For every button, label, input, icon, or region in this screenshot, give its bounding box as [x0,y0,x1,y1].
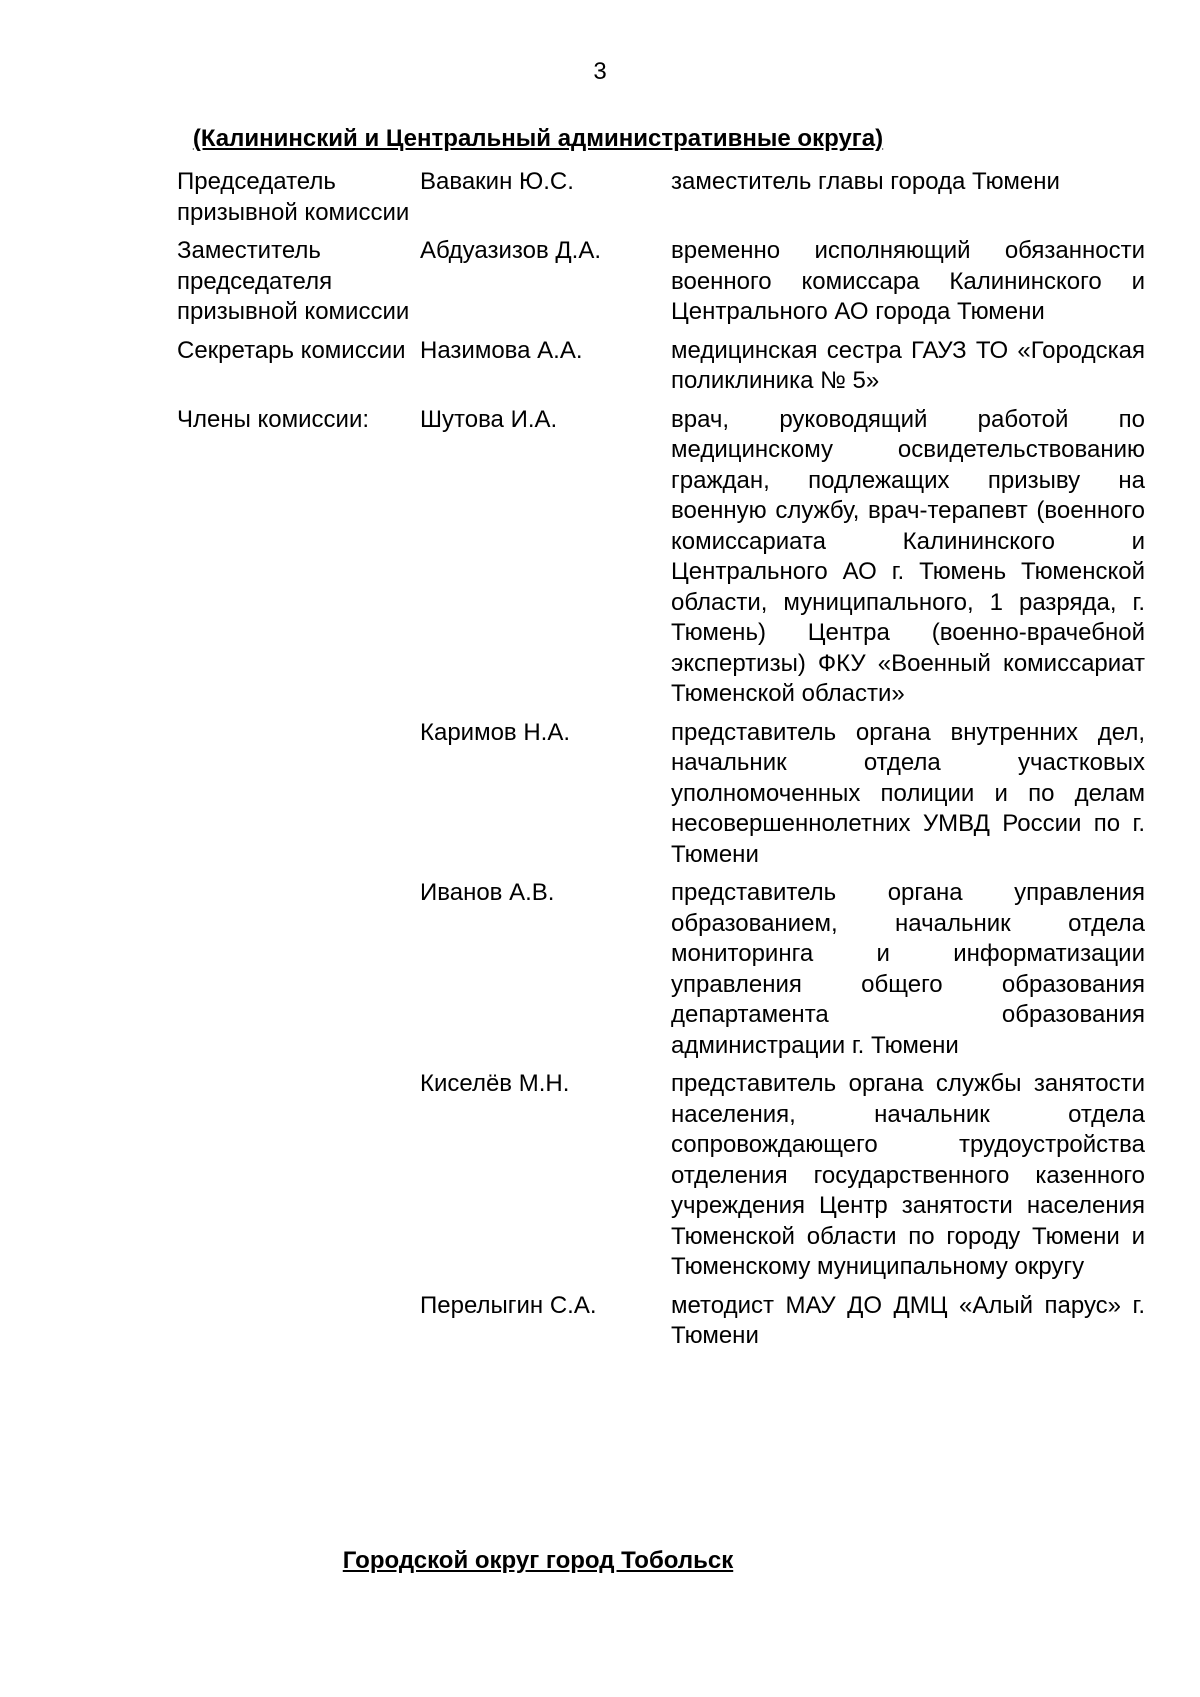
person-name: Назимова А.А. [420,336,583,364]
person-name: Иванов А.В. [420,879,555,906]
role-label [177,1291,420,1352]
position-description: временно исполняющий обязанности военного комиссара Калининского и Центрального АО города Тюмени [671,237,1145,325]
role-label: Члены комиссии: [177,405,370,433]
person-name: Шутова И.А. [420,405,558,433]
position-description: медицинская сестра ГАУЗ ТО «Городская поликлиника № 5» [671,336,1145,394]
position-description: представитель органа внутренних дел, начальник отдела участковых уполномоченных полиции и по делам несовершеннолетних УМВД России по г. Тюмени [671,718,1145,868]
roster-row-member [177,718,1145,871]
roster-row-member [177,1069,1145,1283]
position-description: представитель органа службы занятости населения, начальник отдела сопровождающего трудоустройства отделения государственного казенного учреждения Центр занятости населения Тюменской области по городу Тюмени и Тюменскому муниципальному округу [671,1070,1145,1280]
page-number: 3 [593,58,607,85]
role-label: Председатель призывной комиссии [177,168,410,226]
commission-roster [177,167,1145,1360]
role-label [177,718,420,871]
position-description: врач, руководящий работой по медицинскому освидетельствованию граждан, подлежащих призыву на военную службу, врач-терапевт (военного комиссариата Калининского и Центрального АО г. Тюмень Тюменской области, муниципального, 1 разряда, г. Тюмень) Центра (военно-врачебной экспертизы) ФКУ «Военный комиссариат Тюменской области» [671,405,1145,707]
roster-row-deputy [177,236,1145,328]
role-label: Секретарь комиссии [177,336,406,364]
person-name: Перелыгин С.А. [420,1291,597,1319]
roster-row-secretary [177,336,1145,397]
position-description: заместитель главы города Тюмени [671,168,1060,195]
person-name: Киселёв М.Н. [420,1070,570,1097]
roster-row-chairman [177,167,1145,228]
person-name: Вавакин Ю.С. [420,168,574,195]
roster-row-member [177,405,1145,710]
person-name: Каримов Н.А. [420,718,571,746]
role-label: Заместитель председателя призывной комиссии [177,237,410,325]
role-label [177,878,420,1061]
next-section-heading: Городской округ город Тобольск [342,1547,734,1574]
person-name: Абдуазизов Д.А. [420,237,601,264]
roster-row-member [177,878,1145,1061]
role-label [177,1069,420,1283]
section-heading: (Калининский и Центральный административные округа) [192,125,884,152]
roster-row-member [177,1291,1145,1352]
position-description: представитель органа управления образованием, начальник отдела мониторинга и информатизации управления общего образования департамента образования администрации г. Тюмени [671,879,1145,1059]
position-description: методист МАУ ДО ДМЦ «Алый парус» г. Тюмени [671,1291,1145,1349]
